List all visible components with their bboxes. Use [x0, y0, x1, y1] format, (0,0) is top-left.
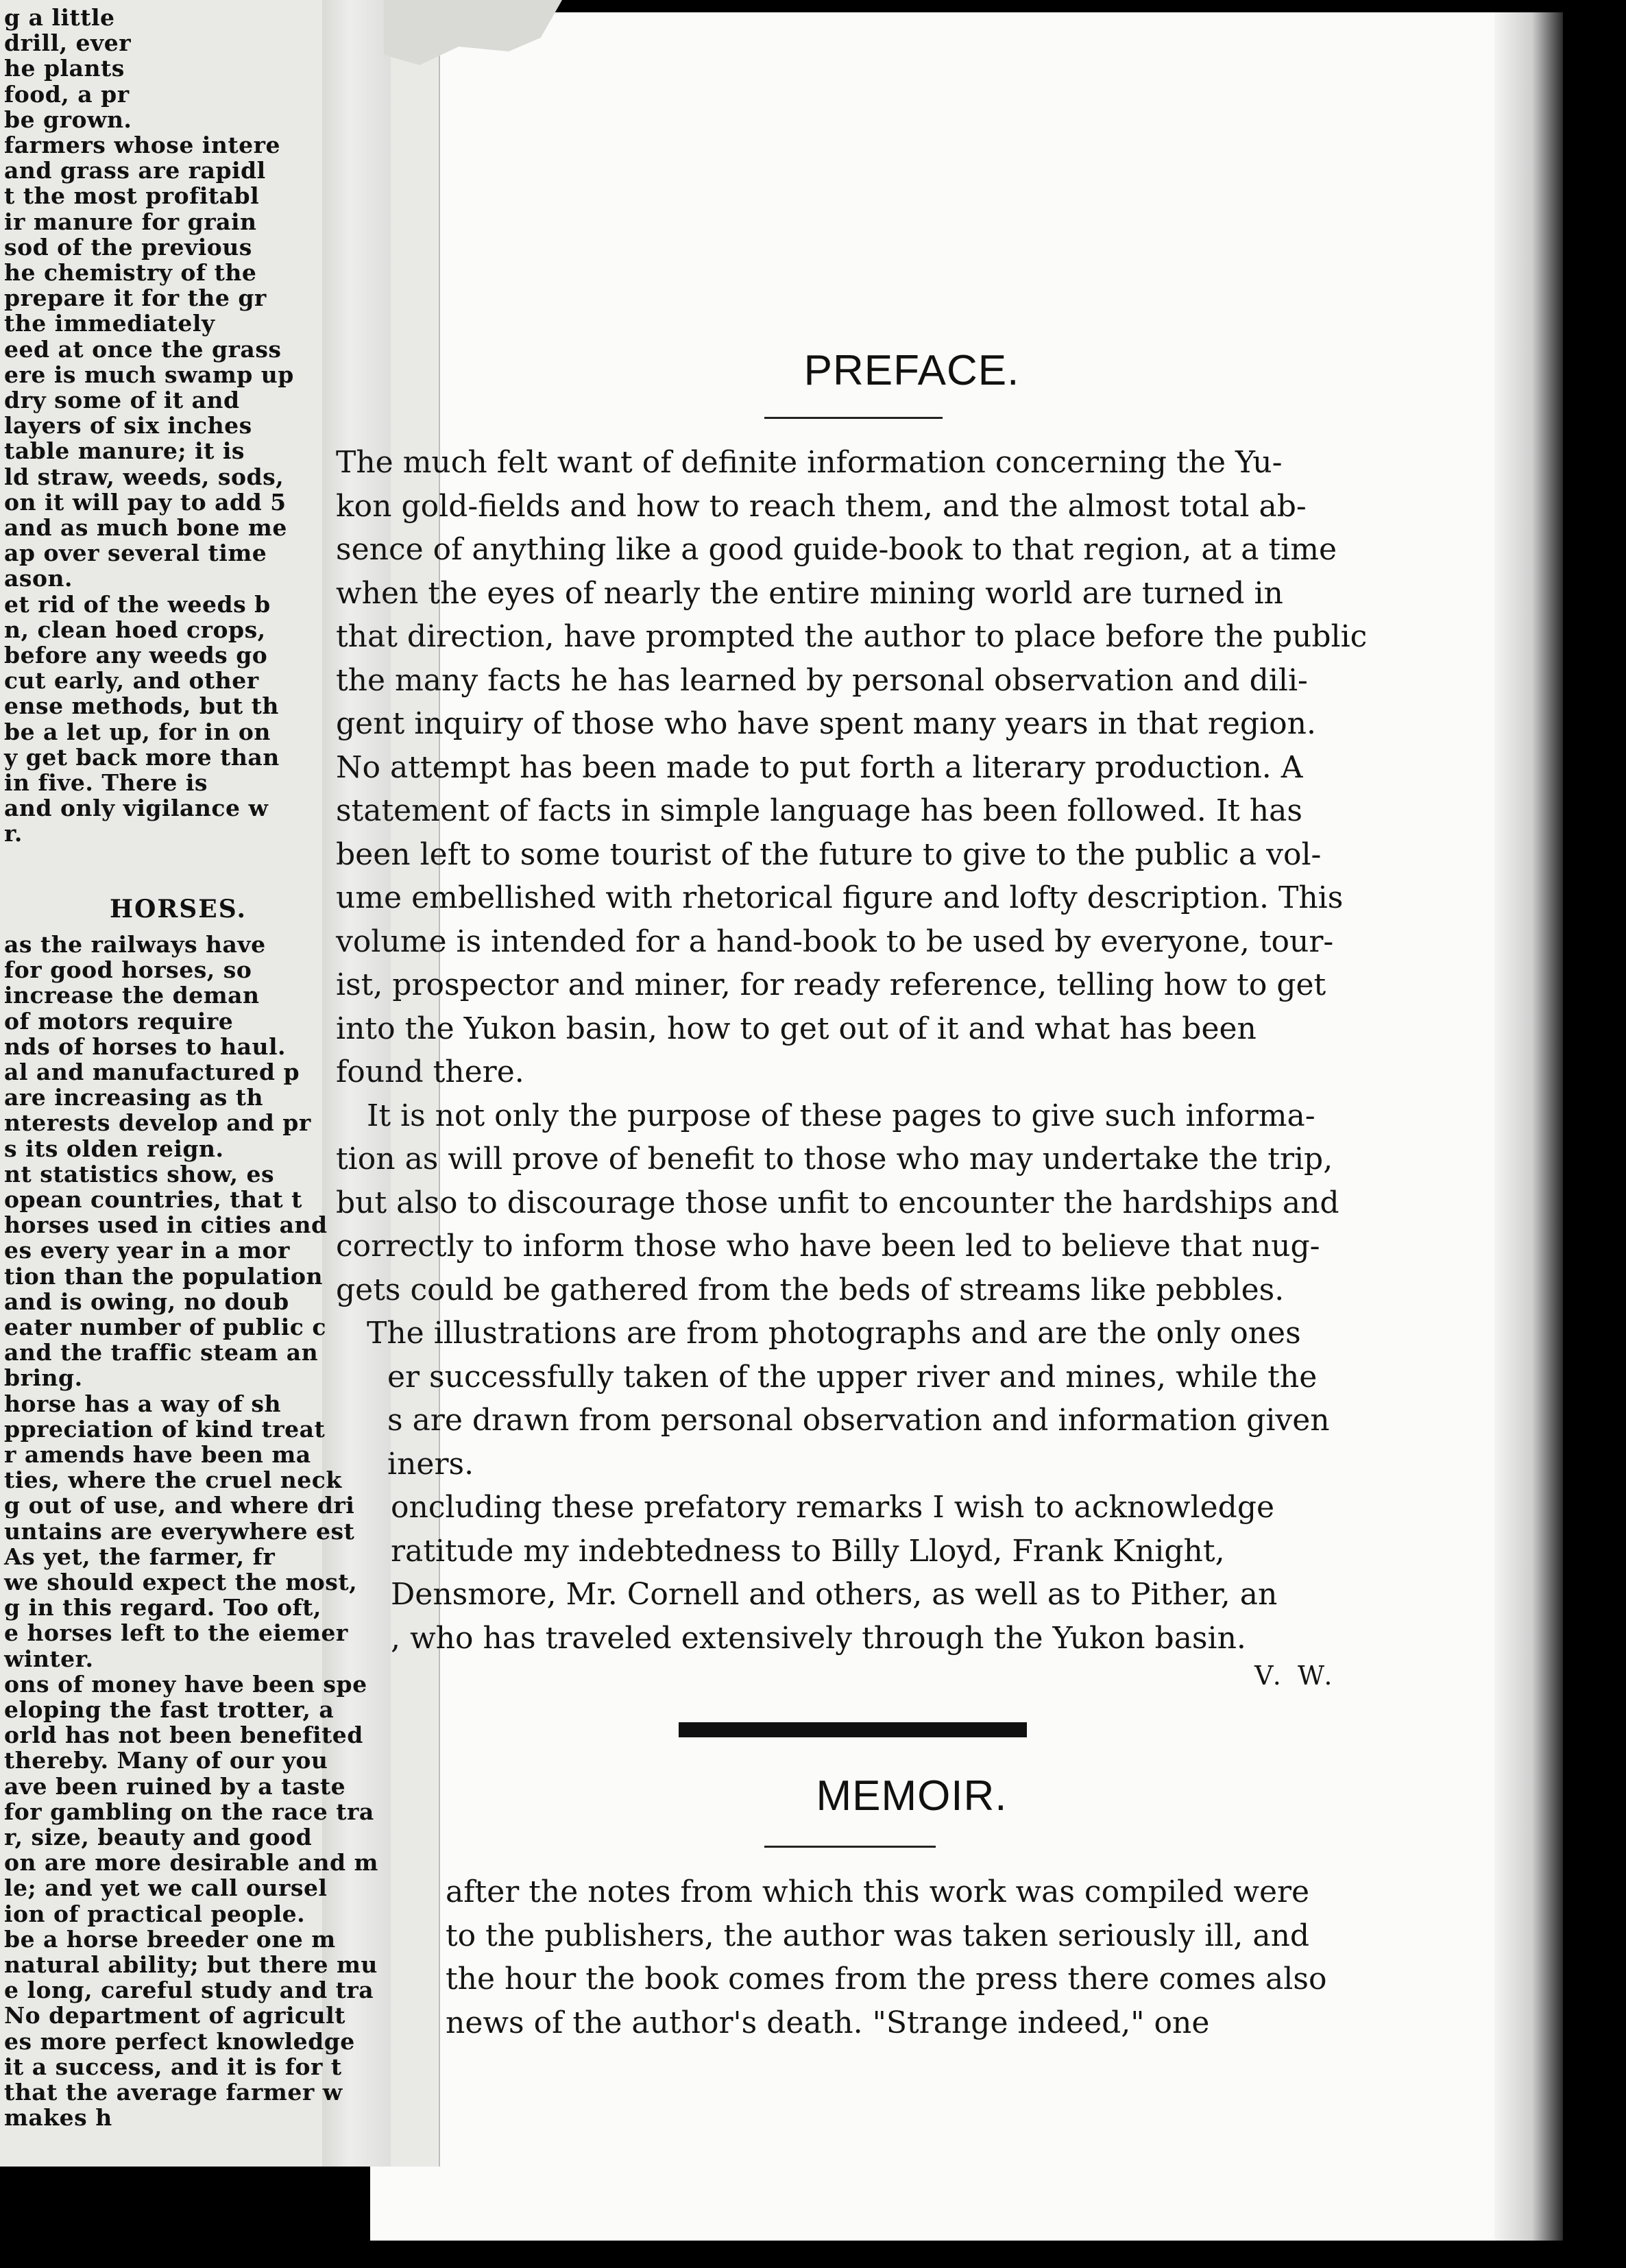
- clipping-line: n, clean hoed crops,: [4, 616, 266, 643]
- clipping-line: horses used in cities and: [4, 1211, 328, 1239]
- clipping-line: winter.: [4, 1645, 94, 1672]
- clipping-line: drill, ever: [4, 29, 132, 57]
- memoir-text-line: after the notes from which this work was compiled were: [446, 1874, 1310, 1909]
- clipping-line: he chemistry of the: [4, 259, 257, 286]
- preface-text-line: volume is intended for a hand-book to be used by everyone, tour-: [336, 924, 1334, 959]
- clipping-line: nt statistics show, es: [4, 1160, 275, 1187]
- clipping-line: on it will pay to add 5: [4, 488, 287, 516]
- preface-text-line: but also to discourage those unfit to encounter the hardships and: [336, 1185, 1339, 1220]
- memoir-title: MEMOIR.: [816, 1772, 1008, 1820]
- clipping-line: et rid of the weeds b: [4, 590, 271, 618]
- clipping-line: food, a pr: [4, 80, 130, 108]
- preface-text-line: ratitude my indebtedness to Billy Lloyd, Frank Knight,: [391, 1533, 1225, 1569]
- preface-text-line: into the Yukon basin, how to get out of it and what has been: [336, 1011, 1257, 1046]
- preface-text-line: tion as will prove of benefit to those who may undertake the trip,: [336, 1142, 1333, 1177]
- preface-text-line: the many facts he has learned by personal observation and dili-: [336, 662, 1308, 698]
- clipping-line: ties, where the cruel neck: [4, 1467, 342, 1494]
- clipping-line: thereby. Many of our you: [4, 1747, 328, 1774]
- clipping-line: e long, careful study and tra: [4, 1977, 374, 2004]
- preface-text-line: statement of facts in simple language has been followed. It has: [336, 793, 1302, 828]
- clipping-line: orld has not been benefited: [4, 1722, 363, 1749]
- clipping-line: nterests develop and pr: [4, 1109, 311, 1137]
- clipping-line: sod of the previous: [4, 233, 252, 261]
- clipping-line: and grass are rapidl: [4, 157, 266, 184]
- clipping-line: we should expect the most,: [4, 1569, 358, 1595]
- clipping-line: r amends have been ma: [4, 1441, 311, 1468]
- clipping-line: al and manufactured p: [4, 1059, 300, 1085]
- clipping-line: ason.: [4, 565, 73, 592]
- clipping-line: farmers whose intere: [4, 132, 280, 158]
- clipping-line: g a little: [4, 4, 115, 31]
- preface-text-line: gets could be gathered from the beds of streams like pebbles.: [336, 1272, 1285, 1307]
- clipping-line: bring.: [4, 1364, 83, 1392]
- clipping-line: and the traffic steam an: [4, 1339, 319, 1366]
- clipping-line: before any weeds go: [4, 642, 268, 668]
- clipping-line: natural ability; but there mu: [4, 1951, 378, 1978]
- clipping-line: es every year in a mor: [4, 1237, 290, 1264]
- clipping-line: of motors require: [4, 1007, 234, 1035]
- preface-text-line: , who has traveled extensively through the Yukon basin.: [391, 1620, 1246, 1656]
- clipping-line: are increasing as th: [4, 1084, 263, 1111]
- preface-text-line: ume embellished with rhetorical figure and lofty description. This: [336, 880, 1344, 915]
- clipping-line: s its olden reign.: [4, 1135, 224, 1162]
- preface-text-line: found there.: [336, 1054, 524, 1089]
- clipping-line: dry some of it and: [4, 387, 240, 413]
- clipping-line: and as much bone me: [4, 514, 287, 541]
- clipping-line: for gambling on the race tra: [4, 1798, 374, 1825]
- clipping-line: y get back more than: [4, 743, 280, 771]
- preface-text-line: It is not only the purpose of these pages to give such informa-: [367, 1098, 1315, 1133]
- page-gutter-shadow: [1494, 12, 1563, 2241]
- preface-text-line: correctly to inform those who have been led to believe that nug-: [336, 1229, 1320, 1264]
- clipping-line: ons of money have been spe: [4, 1670, 367, 1698]
- clipping-line: r.: [4, 820, 23, 847]
- section-divider-rule: [679, 1722, 1027, 1737]
- preface-signature: V. W.: [1254, 1661, 1337, 1691]
- clipping-line: r, size, beauty and good: [4, 1824, 313, 1850]
- clipping-line: in five. There is: [4, 769, 208, 796]
- clipping-heading: HORSES.: [110, 895, 247, 924]
- clipping-line: ion of practical people.: [4, 1900, 306, 1927]
- clipping-line: it a success, and it is for t: [4, 2053, 342, 2080]
- preface-text-line: er successfully taken of the upper river and mines, while the: [387, 1359, 1318, 1395]
- preface-text-line: gent inquiry of those who have spent many years in that region.: [336, 706, 1316, 741]
- clipping-line: as the railways have: [4, 931, 266, 958]
- clipping-line: g in this regard. Too oft,: [4, 1594, 321, 1621]
- clipping-line: for good horses, so: [4, 956, 252, 984]
- clipping-line: ere is much swamp up: [4, 361, 294, 388]
- clipping-line: ap over several time: [4, 540, 267, 567]
- memoir-text-line: news of the author's death. "Strange indeed," one: [446, 2005, 1210, 2040]
- clipping-line: horse has a way of sh: [4, 1390, 281, 1417]
- preface-text-line: iners.: [387, 1446, 474, 1482]
- clipping-line: le; and yet we call oursel: [4, 1874, 328, 1902]
- preface-text-line: oncluding these prefatory remarks I wish to acknowledge: [391, 1490, 1275, 1525]
- clipping-line: be a let up, for in on: [4, 718, 271, 745]
- clipping-line: ir manure for grain: [4, 208, 257, 235]
- preface-text-line: when the eyes of nearly the entire mining world are turned in: [336, 575, 1283, 611]
- clipping-line: No department of agricult: [4, 2002, 345, 2029]
- clipping-line: the immediately: [4, 310, 215, 337]
- clipping-line: he plants: [4, 55, 125, 82]
- clipping-line: tion than the population: [4, 1262, 323, 1290]
- clipping-line: on are more desirable and m: [4, 1849, 378, 1877]
- preface-text-line: sence of anything like a good guide-book to that region, at a time: [336, 532, 1337, 567]
- clipping-line: prepare it for the gr: [4, 285, 267, 312]
- memoir-text-line: the hour the book comes from the press there comes also: [446, 1962, 1327, 1996]
- clipping-line: nds of horses to haul.: [4, 1033, 286, 1060]
- clipping-line: eater number of public c: [4, 1314, 326, 1340]
- preface-text-line: Densmore, Mr. Cornell and others, as well as to Pither, an: [391, 1577, 1278, 1612]
- clipping-line: cut early, and other: [4, 667, 259, 695]
- preface-text-line: The illustrations are from photographs and are the only ones: [367, 1316, 1301, 1351]
- preface-text-line: that direction, have prompted the author to place before the public: [336, 619, 1368, 654]
- clipping-line: and only vigilance w: [4, 795, 269, 822]
- clipping-line: that the average farmer w: [4, 2079, 343, 2106]
- scan-frame-bottom: [0, 2243, 1626, 2268]
- clipping-line: ld straw, weeds, sods,: [4, 463, 284, 490]
- clipping-line: g out of use, and where dri: [4, 1492, 355, 1519]
- preface-text-line: ist, prospector and miner, for ready reference, telling how to get: [336, 967, 1326, 1002]
- clipping-line: ave been ruined by a taste: [4, 1772, 346, 1800]
- preface-text-line: been left to some tourist of the future to give to the public a vol-: [336, 836, 1322, 872]
- clipping-line: eed at once the grass: [4, 335, 282, 363]
- clipping-line: es more perfect knowledge: [4, 2027, 355, 2055]
- clipping-line: table manure; it is: [4, 437, 245, 465]
- clipping-line: layers of six inches: [4, 412, 252, 439]
- clipping-line: eloping the fast trotter, a: [4, 1696, 335, 1723]
- scan-frame-right: [1564, 0, 1626, 2268]
- clipping-line: be a horse breeder one m: [4, 1925, 336, 1953]
- clipping-line: t the most profitabl: [4, 182, 260, 210]
- preface-text-line: kon gold-fields and how to reach them, and the almost total ab-: [336, 488, 1307, 524]
- clipping-line: untains are everywhere est: [4, 1517, 355, 1545]
- memoir-title-rule: [764, 1846, 936, 1848]
- memoir-text-line: to the publishers, the author was taken seriously ill, and: [446, 1918, 1310, 1953]
- clipping-line: As yet, the farmer, fr: [4, 1543, 276, 1570]
- clipping-line: makes h: [4, 2104, 112, 2132]
- clipping-line: ppreciation of kind treat: [4, 1415, 326, 1443]
- preface-text-line: s are drawn from personal observation and information given: [387, 1403, 1330, 1438]
- preface-title-rule: [764, 417, 943, 419]
- clipping-line: ense methods, but th: [4, 692, 279, 720]
- clipping-line: be grown.: [4, 106, 132, 133]
- clipping-line: increase the deman: [4, 982, 260, 1009]
- clipping-line: and is owing, no doub: [4, 1288, 289, 1315]
- clipping-line: e horses left to the eiemer: [4, 1619, 348, 1647]
- preface-text-line: The much felt want of definite information concerning the Yu-: [336, 445, 1283, 480]
- clipping-line: opean countries, that t: [4, 1186, 302, 1213]
- preface-title: PREFACE.: [803, 347, 1020, 394]
- preface-text-line: No attempt has been made to put forth a literary production. A: [336, 749, 1303, 785]
